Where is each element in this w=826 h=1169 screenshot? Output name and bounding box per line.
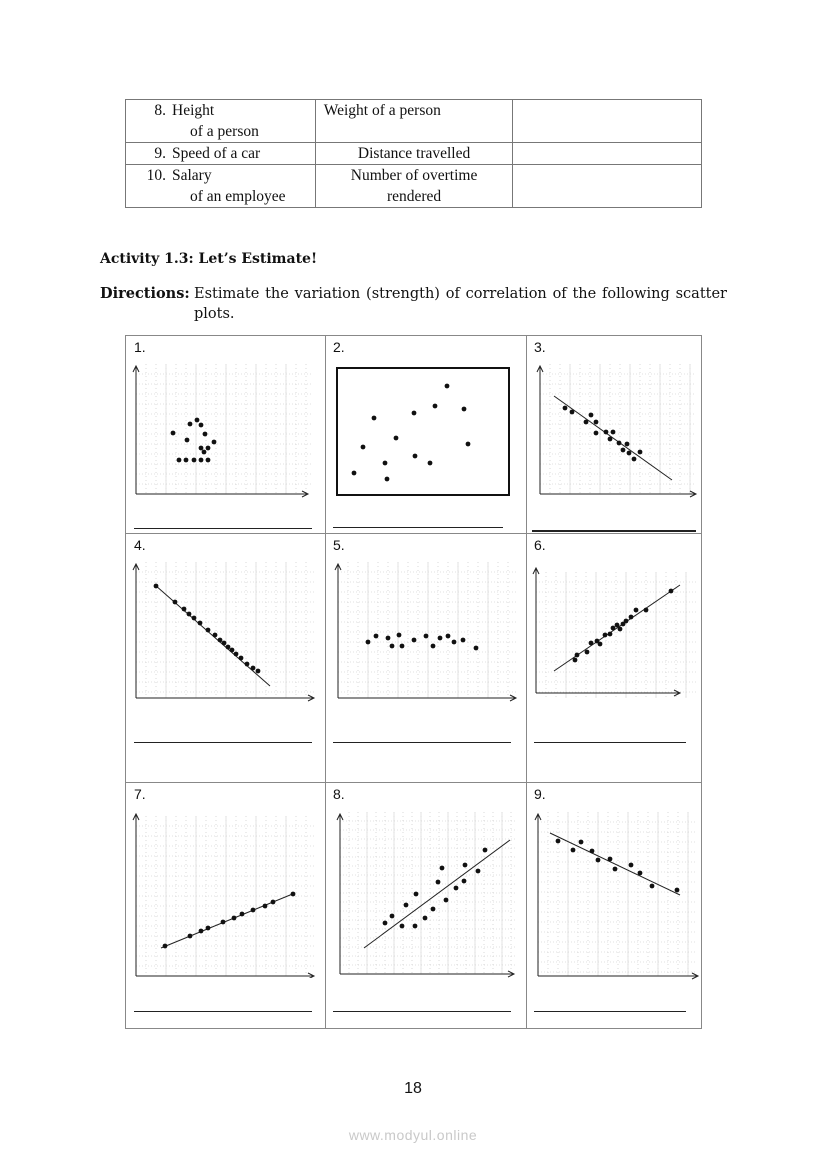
data-point bbox=[383, 461, 388, 466]
data-point bbox=[195, 418, 200, 423]
data-point bbox=[444, 898, 449, 903]
data-point bbox=[203, 432, 208, 437]
data-point bbox=[556, 839, 561, 844]
data-point bbox=[438, 636, 443, 641]
independent-text-2: of an employee bbox=[190, 188, 286, 205]
answer-line-1[interactable] bbox=[134, 528, 312, 529]
data-point bbox=[462, 879, 467, 884]
data-point bbox=[366, 640, 371, 645]
dependent-cell bbox=[315, 143, 513, 165]
trend-line bbox=[155, 585, 270, 686]
answer-cell[interactable] bbox=[513, 143, 702, 165]
data-point bbox=[202, 450, 207, 455]
row-number: 10. bbox=[146, 167, 166, 184]
scatter-plot-6 bbox=[530, 558, 700, 708]
data-point bbox=[154, 584, 159, 589]
data-point bbox=[638, 450, 643, 455]
data-point bbox=[383, 921, 388, 926]
data-point bbox=[187, 612, 192, 617]
scatter-plot-3 bbox=[530, 360, 700, 500]
data-point bbox=[185, 438, 190, 443]
plot-number: 3. bbox=[534, 339, 546, 355]
data-point bbox=[634, 608, 639, 613]
data-point bbox=[613, 867, 618, 872]
data-point bbox=[177, 458, 182, 463]
data-point bbox=[394, 436, 399, 441]
data-point bbox=[199, 423, 204, 428]
data-point bbox=[571, 848, 576, 853]
data-point bbox=[230, 648, 235, 653]
directions-text: Estimate the variation (strength) of correlation of the following scatter plots. bbox=[194, 286, 727, 322]
data-point bbox=[452, 640, 457, 645]
plot-frame bbox=[337, 368, 509, 495]
answer-line-9[interactable] bbox=[534, 1011, 686, 1012]
data-point bbox=[234, 652, 239, 657]
data-point bbox=[611, 430, 616, 435]
data-point bbox=[413, 924, 418, 929]
data-point bbox=[291, 892, 296, 897]
data-point bbox=[579, 840, 584, 845]
data-point bbox=[256, 669, 261, 674]
data-point bbox=[589, 413, 594, 418]
data-point bbox=[466, 442, 471, 447]
trend-line bbox=[550, 833, 680, 895]
plot-number: 4. bbox=[134, 537, 146, 553]
answer-line-7[interactable] bbox=[134, 1011, 312, 1012]
data-point bbox=[400, 644, 405, 649]
plot-number: 6. bbox=[534, 537, 546, 553]
scatter-plot-2 bbox=[330, 360, 520, 500]
answer-line-5[interactable] bbox=[333, 742, 511, 743]
data-point bbox=[431, 907, 436, 912]
data-point bbox=[433, 404, 438, 409]
data-point bbox=[632, 457, 637, 462]
answer-cell[interactable] bbox=[513, 165, 702, 208]
plot-number: 7. bbox=[134, 786, 146, 802]
data-point bbox=[573, 658, 578, 663]
data-point bbox=[400, 924, 405, 929]
data-point bbox=[213, 633, 218, 638]
data-point bbox=[436, 880, 441, 885]
data-point bbox=[245, 662, 250, 667]
data-point bbox=[563, 406, 568, 411]
data-point bbox=[390, 914, 395, 919]
data-point bbox=[271, 900, 276, 905]
data-point bbox=[474, 646, 479, 651]
data-point bbox=[206, 458, 211, 463]
data-point bbox=[584, 420, 589, 425]
data-point bbox=[454, 886, 459, 891]
data-point bbox=[226, 645, 231, 650]
data-point bbox=[188, 422, 193, 427]
data-point bbox=[669, 589, 674, 594]
data-point bbox=[212, 440, 217, 445]
independent-text-2: of a person bbox=[190, 123, 259, 140]
scatter-plot-5 bbox=[330, 558, 520, 708]
data-point bbox=[361, 445, 366, 450]
data-point bbox=[428, 461, 433, 466]
data-point bbox=[589, 641, 594, 646]
data-point bbox=[440, 866, 445, 871]
independent-text: Speed of a car bbox=[172, 145, 261, 162]
answer-line-6[interactable] bbox=[534, 742, 686, 743]
data-point bbox=[603, 633, 608, 638]
data-point bbox=[483, 848, 488, 853]
data-point bbox=[412, 411, 417, 416]
trend-line bbox=[554, 585, 680, 671]
data-point bbox=[374, 634, 379, 639]
data-point bbox=[627, 451, 632, 456]
answer-line-3[interactable] bbox=[532, 530, 696, 532]
data-point bbox=[199, 458, 204, 463]
data-point bbox=[590, 849, 595, 854]
data-point bbox=[570, 410, 575, 415]
data-point bbox=[182, 607, 187, 612]
dependent-text: Weight of a person bbox=[323, 102, 441, 119]
data-point bbox=[198, 621, 203, 626]
data-point bbox=[221, 920, 226, 925]
data-point bbox=[199, 446, 204, 451]
data-point bbox=[594, 431, 599, 436]
data-point bbox=[624, 619, 629, 624]
data-point bbox=[575, 653, 580, 658]
independent-text: Salary bbox=[172, 167, 212, 184]
data-point bbox=[431, 644, 436, 649]
data-point bbox=[644, 608, 649, 613]
variables-table bbox=[125, 99, 702, 208]
data-point bbox=[629, 863, 634, 868]
plot-number: 8. bbox=[333, 786, 345, 802]
data-point bbox=[232, 916, 237, 921]
plot-number: 5. bbox=[333, 537, 345, 553]
data-point bbox=[608, 437, 613, 442]
scatter-plot-1 bbox=[128, 360, 318, 500]
data-point bbox=[462, 407, 467, 412]
plot-number: 1. bbox=[134, 339, 146, 355]
data-point bbox=[206, 446, 211, 451]
answer-cell[interactable] bbox=[513, 100, 702, 143]
data-point bbox=[251, 908, 256, 913]
data-point bbox=[446, 634, 451, 639]
data-point bbox=[414, 892, 419, 897]
data-point bbox=[192, 616, 197, 621]
data-point bbox=[463, 863, 468, 868]
independent-cell bbox=[126, 100, 316, 143]
data-point bbox=[650, 884, 655, 889]
data-point bbox=[598, 642, 603, 647]
data-point bbox=[412, 638, 417, 643]
data-point bbox=[199, 929, 204, 934]
data-point bbox=[594, 420, 599, 425]
data-point bbox=[604, 430, 609, 435]
data-point bbox=[621, 448, 626, 453]
data-point bbox=[372, 416, 377, 421]
data-point bbox=[413, 454, 418, 459]
data-point bbox=[390, 644, 395, 649]
dependent-cell bbox=[315, 165, 513, 208]
data-point bbox=[206, 926, 211, 931]
plot-number: 2. bbox=[333, 339, 345, 355]
data-point bbox=[461, 638, 466, 643]
data-point bbox=[625, 442, 630, 447]
data-point bbox=[386, 636, 391, 641]
table-row bbox=[126, 143, 702, 165]
table-row bbox=[126, 165, 702, 208]
data-point bbox=[424, 634, 429, 639]
answer-line-8[interactable] bbox=[333, 1011, 511, 1012]
data-point bbox=[585, 650, 590, 655]
data-point bbox=[617, 441, 622, 446]
data-point bbox=[239, 656, 244, 661]
data-point bbox=[263, 904, 268, 909]
page-number: 18 bbox=[404, 1080, 422, 1097]
scatter-plot-8 bbox=[330, 808, 520, 978]
data-point bbox=[188, 934, 193, 939]
dependent-text: Number of overtime bbox=[350, 167, 478, 184]
directions-label: Directions: bbox=[100, 285, 190, 302]
answer-line-2[interactable] bbox=[333, 527, 503, 528]
data-point bbox=[163, 944, 168, 949]
data-point bbox=[251, 666, 256, 671]
data-point bbox=[385, 477, 390, 482]
data-point bbox=[173, 600, 178, 605]
data-point bbox=[171, 431, 176, 436]
activity-title: Activity 1.3: Let’s Estimate! bbox=[100, 251, 318, 267]
data-point bbox=[222, 641, 227, 646]
table-row bbox=[126, 100, 702, 143]
data-point bbox=[608, 857, 613, 862]
dependent-text: Distance travelled bbox=[357, 145, 471, 162]
data-point bbox=[611, 626, 616, 631]
footer-watermark: www.modyul.online bbox=[348, 1127, 478, 1143]
plot-number: 9. bbox=[534, 786, 546, 802]
data-point bbox=[192, 458, 197, 463]
data-point bbox=[352, 471, 357, 476]
answer-line-4[interactable] bbox=[134, 742, 312, 743]
independent-cell bbox=[126, 165, 316, 208]
trend-line bbox=[364, 840, 510, 948]
scatter-plot-4 bbox=[128, 558, 318, 708]
data-point bbox=[629, 615, 634, 620]
independent-text: Height bbox=[172, 102, 215, 119]
data-point bbox=[596, 858, 601, 863]
dependent-text-2: rendered bbox=[386, 188, 442, 205]
data-point bbox=[618, 627, 623, 632]
row-number: 8. bbox=[154, 102, 166, 119]
directions bbox=[100, 284, 727, 322]
data-point bbox=[675, 888, 680, 893]
data-point bbox=[608, 632, 613, 637]
data-point bbox=[397, 633, 402, 638]
data-point bbox=[218, 638, 223, 643]
dependent-cell bbox=[315, 100, 513, 143]
data-point bbox=[476, 869, 481, 874]
scatter-plot-9 bbox=[530, 808, 700, 988]
data-point bbox=[404, 903, 409, 908]
data-point bbox=[615, 623, 620, 628]
data-point bbox=[206, 628, 211, 633]
data-point bbox=[184, 458, 189, 463]
data-point bbox=[423, 916, 428, 921]
row-number: 9. bbox=[154, 145, 166, 162]
independent-cell bbox=[126, 143, 316, 165]
data-point bbox=[240, 912, 245, 917]
scatter-plot-7 bbox=[128, 808, 318, 978]
data-point bbox=[638, 871, 643, 876]
trend-line bbox=[554, 396, 672, 480]
data-point bbox=[445, 384, 450, 389]
